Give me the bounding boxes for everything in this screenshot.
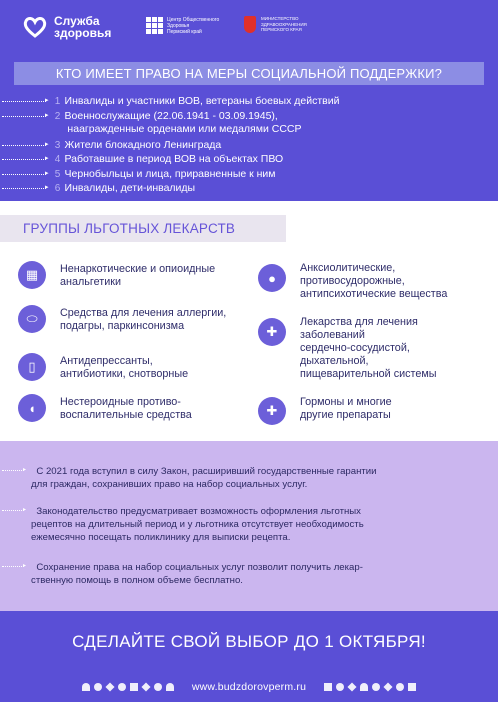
rights-num: 1 xyxy=(54,96,61,107)
rights-label: Инвалиды и участники ВОВ, ветераны боевых действий xyxy=(64,95,340,107)
logo2-text: Центр Общественного Здоровья xyxy=(167,17,220,29)
shape-icon xyxy=(105,682,114,691)
pill-icon: ◖ xyxy=(18,394,46,422)
bottles-icon: ▯ xyxy=(18,353,46,381)
pills-box-icon: ▦ xyxy=(18,261,46,289)
arrow-icon: ▸ xyxy=(45,155,49,162)
shape-icon xyxy=(408,683,416,691)
rights-label: Жители блокадного Ленинграда xyxy=(64,138,222,151)
shape-icon xyxy=(94,683,102,691)
shape-icon xyxy=(154,683,162,691)
shape-icon xyxy=(141,682,150,691)
dotted-line xyxy=(2,510,24,511)
group-item xyxy=(18,353,188,381)
grid-logo-icon xyxy=(146,17,163,34)
logo1-line2: здоровья xyxy=(54,26,112,40)
group-label: Лекарства для лечения заболеваний сердечно-сосудистой, дыхательной, пищеварительной системы xyxy=(300,316,437,380)
rights-item xyxy=(0,95,339,110)
paragraph-3: Сохранение права на набор социальных услуг позволит получить лекар- ственную помощь в полном объеме бесплатно. xyxy=(31,562,363,586)
rights-item xyxy=(0,153,339,168)
rights-section xyxy=(0,52,498,201)
rights-num: 3 xyxy=(54,139,61,151)
cta-text: СДЕЛАЙТЕ СВОЙ ВЫБОР ДО 1 ОКТЯБРЯ! xyxy=(72,632,426,651)
arrow-icon: ▸ xyxy=(23,563,27,569)
arrow-icon: ▸ xyxy=(45,111,49,119)
dotted-line xyxy=(2,159,46,160)
dotted-line xyxy=(2,188,46,189)
arrow-icon: ▸ xyxy=(45,184,49,191)
medkit-icon: ✚ xyxy=(258,397,286,425)
dotted-line xyxy=(2,174,46,175)
rights-num: 4 xyxy=(54,154,61,165)
website-link[interactable]: www.budzdorovperm.ru xyxy=(191,680,307,693)
rights-list xyxy=(0,95,339,197)
group-item xyxy=(258,264,447,301)
group-label: Антидепрессанты, антибиотики, снотворные xyxy=(60,355,189,380)
heart-logo-icon xyxy=(22,14,48,40)
rights-item xyxy=(0,182,339,197)
logo3-text: МИНИСТЕРСТВО ЗДРАВООХРАНЕНИЯ ПЕРМСКОГО КРАЯ xyxy=(261,16,307,32)
medicine-groups-section xyxy=(0,201,498,441)
arrow-icon: ▸ xyxy=(23,507,27,513)
rights-label: Военнослужащие (22.06.1941 - 03.09.1945), наагражденные орденами или медалями СССР xyxy=(64,109,302,135)
rights-label: Чернобыльцы и лица, приравненные к ним xyxy=(64,167,276,180)
shape-icon xyxy=(336,683,344,691)
group-label: Гормоны и многие другие препараты xyxy=(300,396,392,421)
group-label: Нестероидные противо- воспалительные средства xyxy=(60,396,192,421)
paragraph-1: С 2021 года вступил в силу Закон, расширивший государственные гарантии для граждан, сохранивших право на набор социальных услуг. xyxy=(31,466,377,490)
info-section xyxy=(0,441,498,611)
shape-icon xyxy=(384,682,393,691)
shape-icon xyxy=(82,683,90,691)
decorative-shapes-right xyxy=(324,683,416,691)
shape-icon xyxy=(118,683,126,691)
dotted-line xyxy=(2,101,46,102)
group-label: Анксиолитические, противосудорожные, антипсихотические вещества xyxy=(300,262,448,300)
dotted-line xyxy=(2,470,24,471)
sluzhba-zdorovya-logo xyxy=(22,14,111,40)
pills-icon: ● xyxy=(258,264,286,292)
ministry-logo xyxy=(244,16,321,33)
info-paragraph xyxy=(0,465,377,491)
info-paragraph xyxy=(0,505,364,544)
shape-icon xyxy=(324,683,332,691)
rights-label: Инвалиды, дети-инвалиды xyxy=(64,182,196,194)
logo1-line1: Служба xyxy=(54,14,100,28)
group-item xyxy=(258,318,437,381)
dotted-line xyxy=(2,145,46,146)
rights-item xyxy=(0,139,339,154)
dotted-line xyxy=(2,566,24,567)
groups-title: ГРУППЫ ЛЬГОТНЫХ ЛЕКАРСТВ xyxy=(0,215,286,242)
shape-icon xyxy=(360,683,368,691)
group-label: Средства для лечения аллергии, подагры, паркинсонизма xyxy=(60,307,227,332)
rights-num: 6 xyxy=(54,183,61,194)
public-health-center-logo xyxy=(146,17,237,35)
rights-title: КТО ИМЕЕТ ПРАВО НА МЕРЫ СОЦИАЛЬНОЙ ПОДДЕРЖКИ? xyxy=(14,62,484,85)
footer xyxy=(0,671,498,702)
group-item xyxy=(18,261,215,289)
shape-icon xyxy=(348,682,357,691)
dotted-line xyxy=(2,116,46,117)
arrow-icon: ▸ xyxy=(45,97,49,104)
tablets-icon: ✚ xyxy=(258,318,286,346)
shape-icon xyxy=(372,683,380,691)
group-item xyxy=(258,397,392,425)
logo2-sub: Пермский край xyxy=(167,29,202,35)
decorative-shapes-left xyxy=(82,683,174,691)
cta-banner xyxy=(0,611,498,671)
rights-num: 2 xyxy=(54,110,61,122)
info-paragraph xyxy=(0,561,363,587)
rights-item xyxy=(0,168,339,183)
crest-icon xyxy=(244,16,256,33)
group-item xyxy=(18,305,226,333)
shape-icon xyxy=(396,683,404,691)
arrow-icon: ▸ xyxy=(45,169,49,177)
shape-icon xyxy=(166,683,174,691)
group-label: Ненаркотические и опиоидные анальгетики xyxy=(60,263,216,288)
paragraph-2: Законодательство предусматривает возможность оформления льготных рецептов на длительный период и у льготника отсутствует необходимость ежемесячно посещать поликлинику для выписки рецепта. xyxy=(31,506,364,543)
capsule-icon: ⬭ xyxy=(18,305,46,333)
group-item xyxy=(18,394,192,422)
rights-item xyxy=(0,110,339,139)
header xyxy=(0,0,498,52)
rights-num: 5 xyxy=(54,168,61,180)
arrow-icon: ▸ xyxy=(23,467,27,473)
arrow-icon: ▸ xyxy=(45,140,49,148)
shape-icon xyxy=(130,683,138,691)
rights-label: Работавшие в период ВОВ на объектах ПВО xyxy=(64,153,284,165)
